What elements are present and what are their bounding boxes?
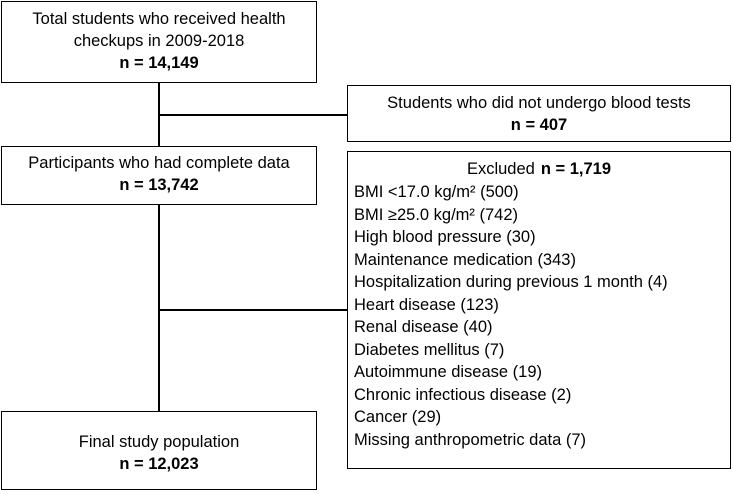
total-students-label-line2: checkups in 2009-2018 (73, 32, 245, 50)
exclusion-item: Maintenance medication (343) (354, 250, 576, 269)
complete-data-label: Participants who had complete data (28, 154, 290, 172)
no-blood-test-count: n = 407 (510, 116, 568, 134)
exclusion-item: BMI ≥25.0 kg/m² (742) (354, 205, 519, 224)
exclusion-item: Heart disease (123) (354, 295, 499, 314)
exclusion-list (348, 181, 730, 451)
excluded-box (347, 151, 731, 469)
exclusion-item: Autoimmune disease (19) (354, 363, 543, 381)
exclusion-item: Chronic infectious disease (2) (354, 385, 572, 404)
connector-complete-to-final (158, 205, 160, 411)
excluded-label: Excluded (466, 160, 535, 178)
connector-to-no-blood (158, 114, 347, 116)
connector-to-excluded (158, 309, 347, 311)
exclusion-item: Cancer (29) (354, 408, 442, 426)
final-population-count: n = 12,023 (119, 455, 199, 473)
exclusion-item: Missing anthropometric data (7) (354, 430, 587, 449)
final-population-label: Final study population (78, 433, 240, 451)
exclusion-item: High blood pressure (30) (354, 228, 536, 246)
final-population-box (1, 411, 317, 490)
exclusion-item: BMI <17.0 kg/m² (500) (354, 183, 519, 201)
complete-data-box (1, 146, 317, 205)
exclusion-item: Diabetes mellitus (7) (354, 340, 505, 359)
total-students-box (1, 1, 317, 83)
exclusion-item: Renal disease (40) (354, 318, 493, 336)
total-students-label-line1: Total students who received health (32, 10, 286, 28)
total-students-count: n = 14,149 (119, 54, 199, 72)
no-blood-test-box (347, 85, 731, 142)
excluded-count: n = 1,719 (540, 160, 612, 178)
excluded-header (348, 158, 730, 180)
no-blood-test-label: Students who did not undergo blood tests (387, 94, 691, 112)
complete-data-count: n = 13,742 (119, 176, 199, 194)
exclusion-item: Hospitalization during previous 1 month (4) (354, 273, 668, 291)
